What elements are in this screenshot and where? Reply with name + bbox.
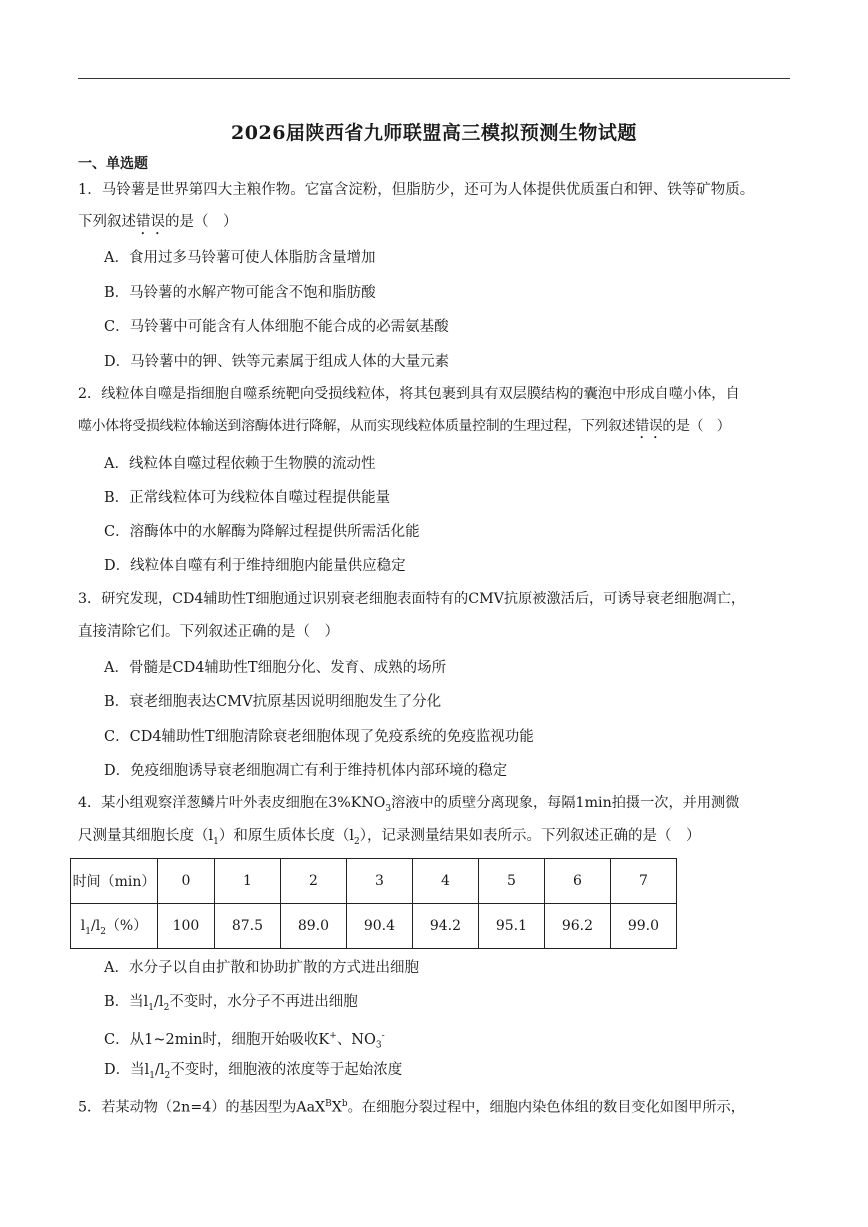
q5-stem-line1: 5．若某动物（2n=4）的基因型为$AaX^BX^b$。在细胞分裂过程中，细胞内染色体组的数目变化如图甲所示， [78, 1099, 745, 1116]
q3-stem-line2: 直接清除它们。下列叙述正确的是（ ） [78, 624, 339, 640]
table-cell: 2 [280, 859, 346, 904]
emphasis-mark: 错误 [136, 214, 165, 230]
table-header-ratio: $l_1/l_2(\%)$ [71, 904, 158, 949]
table-cell: 99.0 [610, 904, 676, 949]
emphasis-mark: 错误 [635, 418, 663, 434]
q1-stem-line1: 1．马铃薯是世界第四大主粮作物。它富含淀粉，但脂肪少，还可为人体提供优质蛋白和钾、铁等矿物质。 [78, 182, 755, 198]
section-heading: 一、单选题 [78, 156, 148, 172]
q4-stem-line2: 尺测量其细胞长度$(l_1)$和原生质体长度$(l_2)$，记录测量结果如表所示。下列叙述正确的是（ ） [78, 828, 701, 847]
q4-stem-line1: 4．某小组观察洋葱鳞片叶外表皮细胞在$3\%KNO_3$溶液中的质壁分离现象，每隔1min拍摄一次，并用测微 [78, 795, 740, 814]
table-cell: 1 [214, 859, 280, 904]
table-cell: 7 [610, 859, 676, 904]
q2-option-b: B．正常线粒体可为线粒体自噬过程提供能量 [104, 490, 391, 506]
table-cell: 89.0 [280, 904, 346, 949]
q1-option-b: B．马铃薯的水解产物可能含不饱和脂肪酸 [104, 285, 376, 301]
table-row [71, 859, 677, 904]
table-cell: 5 [478, 859, 544, 904]
table-cell: 6 [544, 859, 610, 904]
q3-option-b: B．衰老细胞表达CMV抗原基因说明细胞发生了分化 [104, 694, 442, 710]
q1-stem-line2: 下列叙述错误的是（ ） [78, 214, 238, 230]
q3-stem-line1: 3．研究发现，CD4辅助性T细胞通过识别衰老细胞表面特有的CMV抗原被激活后，可诱导衰老细胞凋亡， [78, 591, 746, 607]
header-rule [78, 78, 790, 79]
q4-option-c: C．从1~2min时，细胞开始吸收K+、$NO_3^-$ [104, 1031, 385, 1051]
table-cell: 3 [346, 859, 412, 904]
table-cell: 95.1 [478, 904, 544, 949]
q4-option-d: D．当$l_1/l_2$不变时，细胞液的浓度等于起始浓度 [104, 1062, 403, 1081]
page-title: 2026届陕西省九师联盟高三模拟预测生物试题 [231, 122, 637, 144]
q3-option-a: A．骨髓是CD4辅助性T细胞分化、发育、成熟的场所 [104, 660, 447, 676]
table-row [71, 904, 677, 949]
q2-option-d: D．线粒体自噬有利于维持细胞内能量供应稳定 [104, 558, 406, 574]
q1-option-c: C．马铃薯中可能含有人体细胞不能合成的必需氨基酸 [104, 319, 449, 335]
table-cell: 87.5 [214, 904, 280, 949]
measurement-table [70, 858, 677, 949]
q4-option-b: B．当$l_1/l_2$不变时，水分子不再进出细胞 [104, 994, 358, 1013]
table-cell: 0 [158, 859, 215, 904]
table-header-time: 时间（min） [71, 859, 158, 904]
q2-option-c: C．溶酶体中的水解酶为降解过程提供所需活化能 [104, 524, 420, 540]
table-cell: 90.4 [346, 904, 412, 949]
q3-option-c: C．CD4辅助性T细胞清除衰老细胞体现了免疫系统的免疫监视功能 [104, 729, 534, 745]
table-cell: 96.2 [544, 904, 610, 949]
q1-option-a: A．食用过多马铃薯可使人体脂肪含量增加 [104, 250, 376, 266]
q3-option-d: D．免疫细胞诱导衰老细胞凋亡有利于维持机体内部环境的稳定 [104, 763, 508, 779]
q1-option-d: D．马铃薯中的钾、铁等元素属于组成人体的大量元素 [104, 354, 450, 370]
q4-option-a: A．水分子以自由扩散和协助扩散的方式进出细胞 [104, 960, 419, 976]
table-cell: 94.2 [412, 904, 478, 949]
table-cell: 100 [158, 904, 215, 949]
q2-option-a: A．线粒体自噬过程依赖于生物膜的流动性 [104, 456, 376, 472]
table-cell: 4 [412, 859, 478, 904]
q2-stem-line2: 噬小体将受损线粒体输送到溶酶体进行降解，从而实现线粒体质量控制的生理过程，下列叙述错误的是（ ） [78, 418, 731, 434]
q2-stem-line1: 2．线粒体自噬是指细胞自噬系统靶向受损线粒体，将其包裹到具有双层膜结构的囊泡中形成自噬小体，自 [78, 386, 740, 402]
